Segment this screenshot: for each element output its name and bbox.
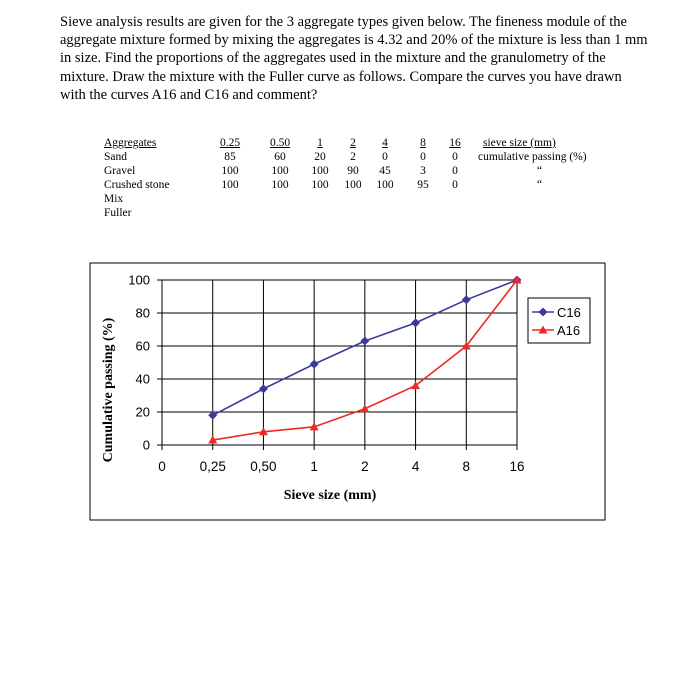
- row-note: “: [537, 179, 543, 191]
- table-cell: 100: [271, 165, 289, 177]
- row-label-crushed-stone: Crushed stone: [104, 179, 170, 191]
- y-tick-label: 20: [135, 404, 150, 420]
- table-cell: 100: [311, 179, 329, 191]
- row-label-fuller: Fuller: [104, 207, 132, 219]
- legend-label-a16: A16: [557, 323, 581, 338]
- table-cell: 45: [379, 165, 391, 177]
- table-cell: 90: [347, 165, 359, 177]
- table-cell: 100: [311, 165, 329, 177]
- table-cell: 20: [314, 151, 326, 163]
- sieve-header: 16: [449, 137, 461, 149]
- table-cell: 0: [452, 151, 458, 163]
- x-tick-label: 1: [310, 459, 318, 474]
- x-tick-label: 4: [411, 459, 420, 474]
- table-header-aggregates: Aggregates: [104, 137, 157, 149]
- sieve-header: 8: [420, 137, 426, 149]
- x-tick-label: 0: [158, 459, 166, 474]
- row-note: cumulative passing (%): [478, 151, 587, 163]
- y-tick-label: 60: [135, 338, 150, 354]
- sieve-size-note: sieve size (mm): [483, 137, 556, 149]
- sieve-header: 0.50: [269, 137, 291, 149]
- x-axis-label: Sieve size (mm): [283, 488, 377, 503]
- table-cell: 0: [452, 179, 458, 191]
- y-axis-label: Cumulative passing (%): [101, 317, 116, 463]
- problem-statement: Sieve analysis results are given for the 3 aggregate types given below. The fineness module of the aggregate mixture formed by mixing the aggregates is 4.32 and 20% of the mixture is less than 1 mm in size. Find the proportions of the aggregates used in the mixture and the granulometry of the mixture. Draw the mixture with the Fuller curve as follows. Compare the curves you have drawn with the curves A16 and C16 and comment?: [60, 14, 648, 103]
- table-cell: 0: [382, 151, 388, 163]
- y-tick-label: 40: [135, 371, 150, 387]
- sieve-header: 2: [350, 137, 356, 149]
- x-tick-label: 2: [361, 459, 369, 474]
- table-cell: 3: [420, 165, 426, 177]
- legend: [528, 298, 590, 343]
- row-label-gravel: Gravel: [104, 165, 136, 177]
- x-tick-label: 0,50: [250, 459, 277, 474]
- table-cell: 100: [221, 165, 239, 177]
- table-cell: 100: [344, 179, 362, 191]
- row-note: “: [537, 165, 543, 177]
- sieve-header: 4: [382, 137, 388, 149]
- x-tick-label: 0,25: [199, 459, 226, 474]
- legend-label-c16: C16: [557, 305, 581, 320]
- row-label-sand: Sand: [104, 151, 127, 163]
- sieve-header: 0.25: [219, 137, 241, 149]
- sieve-header: 1: [317, 137, 323, 149]
- y-tick-label: 100: [128, 272, 150, 288]
- x-tick-label: 8: [462, 459, 471, 474]
- table-cell: 85: [224, 151, 236, 163]
- table-cell: 0: [452, 165, 458, 177]
- table-cell: 2: [350, 151, 356, 163]
- table-cell: 100: [221, 179, 239, 191]
- table-cell: 60: [274, 151, 286, 163]
- table-cell: 0: [420, 151, 426, 163]
- row-label-mix: Mix: [104, 193, 124, 205]
- table-cell: 95: [417, 179, 429, 191]
- x-tick-label: 16: [509, 459, 525, 474]
- table-cell: 100: [271, 179, 289, 191]
- table-cell: 100: [376, 179, 394, 191]
- y-tick-label: 0: [142, 437, 150, 453]
- y-tick-label: 80: [135, 305, 150, 321]
